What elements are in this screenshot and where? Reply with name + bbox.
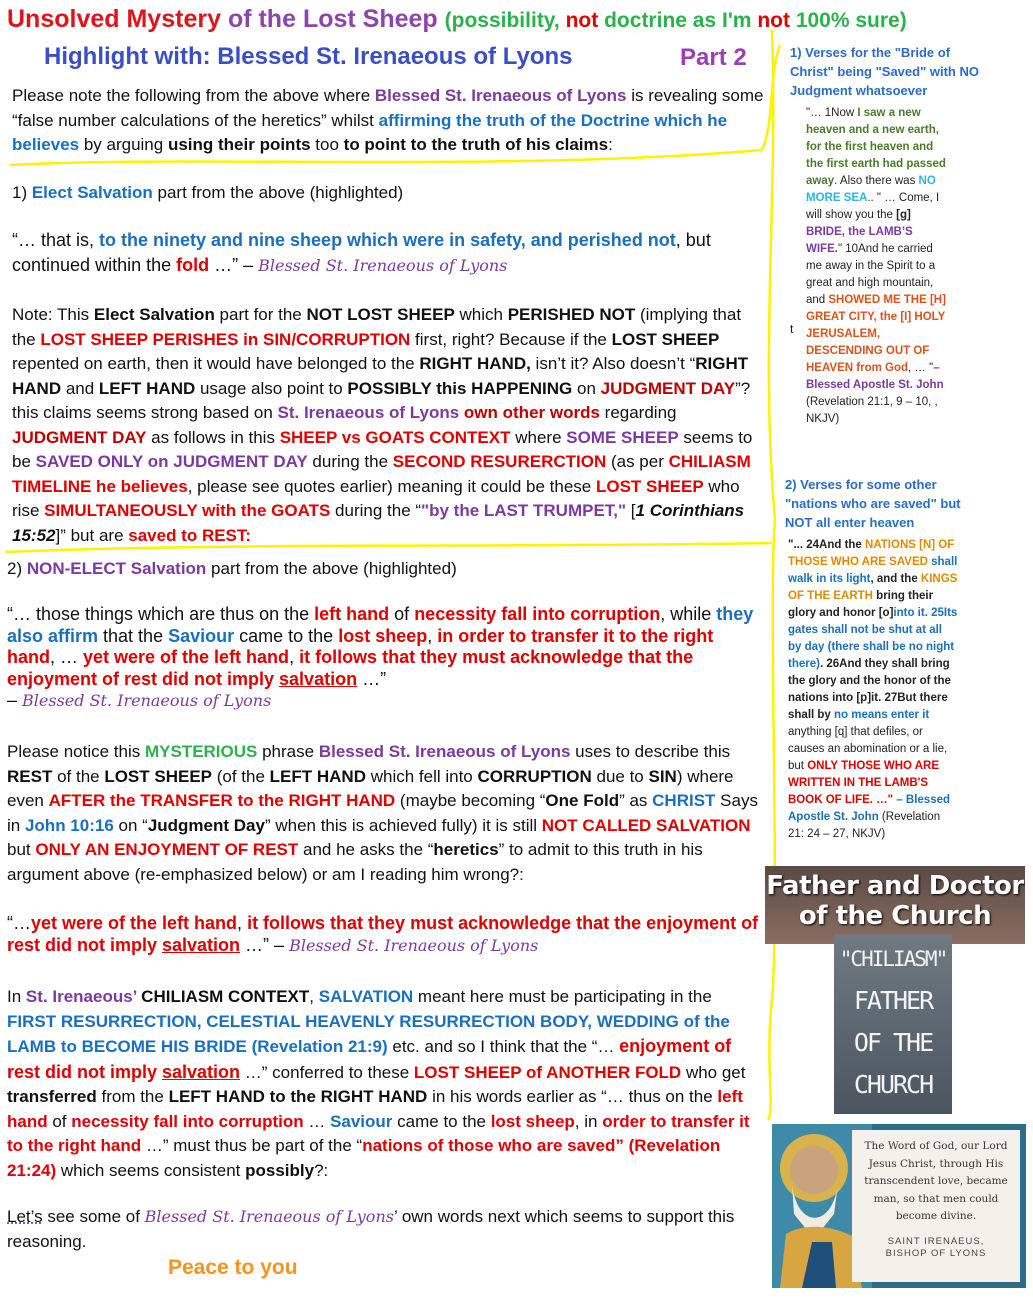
part-label: Part 2: [680, 44, 747, 71]
title-word: Unsolved: [7, 5, 120, 33]
doctor-banner: [765, 866, 1025, 944]
title-word: of the: [227, 5, 296, 33]
closing-paragraph: Let’s see some of Blessed St. Irenaeous of Lyons’ own words next which seems to support this reasoning.: [7, 1207, 735, 1251]
section-heading-non-elect: 2) NON-ELECT Salvation part from the above (highlighted): [7, 559, 457, 578]
bracket-line-top: [10, 150, 762, 165]
quote-reemphasized: “…yet were of the left hand, it follows that they must acknowledge that the enjoyment of rest did not imply salvation …” – Blessed St. Irenaeous of Lyons: [7, 913, 759, 955]
title-note: (possibility, not doctrine as I'm not 100% sure): [444, 9, 907, 32]
quote-elect: “… that is, to the ninety and nine sheep which were in safety, and perished not, but continued within the fold …” – Blessed St. Irenaeous of Lyons: [12, 230, 711, 275]
card-attribution: SAINT IRENAEUS, BISHOP OF LYONS: [885, 1235, 987, 1259]
title-word: Lost Sheep: [302, 5, 438, 33]
irenaeus-quote-card: [772, 1124, 1026, 1288]
doctor-banner-text: Father and Doctor of the Church: [766, 871, 1024, 931]
sidebar1-heading: 1) Verses for the "Bride of Christ" being "Saved" with NO Judgment whatsoever: [790, 45, 979, 98]
note-paragraph: Note: This Elect Salvation part for the NOT LOST SHEEP which PERISHED NOT (implying that the LOST SHEEP PERISHES in SIN/CORRUPTION first, right? Because if the LOST SHEEP repented on earth, then it would have belonged to the RIGHT HAND, isn’t it? Also doesn’t “RIGHT HAND and LEFT HAND usage also point to POSSIBLY this HAPPENING on JUDGMENT DAY”? this claims seems strong based on St. Irenaeous of Lyons own other words regarding JUDGMENT DAY as follows in this SHEEP vs GOATS CONTEXT where SOME SHEEP seems to be SAVED ONLY on JUDGMENT DAY during the SECOND RESURERCTION (as per CHILIASM TIMELINE he believes, please see quotes earlier) meaning it could be these LOST SHEEP who rise SIMULTANEOUSLY with the GOATS during the “"by the LAST TRUMPET," [1 Corinthians 15:52]” but are saved to REST:: [12, 305, 753, 545]
quote-panel: [852, 1130, 1020, 1282]
peace-greeting: Peace to you: [168, 1256, 298, 1279]
card-quote: The Word of God, our Lord Jesus Christ, through His transcendent love, became man, so that men could become divine.: [864, 1140, 1008, 1222]
subtitle: Highlight with: Blessed St. Irenaeous of Lyons: [44, 43, 573, 70]
chiliasm-banner-text: "CHILIASM" FATHER OF THE CHURCH: [839, 947, 947, 1099]
chiliasm-banner: [834, 934, 952, 1114]
mysterious-paragraph: Please notice this MYSTERIOUS phrase Blessed St. Irenaeous of Lyons uses to describe this REST of the LOST SHEEP (of the LEFT HAND which fell into CORRUPTION due to SIN) where even AFTER the TRANSFER to the RIGHT HAND (maybe becoming “One Fold” as CHRIST Says in John 10:16 on “Judgment Day” when this is achieved fully) it is still NOT CALLED SALVATION but ONLY AN ENJOYMENT OF REST and he asks the “heretics” to admit to this truth in his argument above (re-emphasized below) or am I reading him wrong?:: [7, 742, 758, 884]
quote-non-elect: “… those things which are thus on the left hand of necessity fall into corruption, while they also affirm that the Saviour came to the lost sheep, in order to transfer it to the right hand, … yet were of the left hand, it follows that they must acknowledge that the enjoyment of rest did not imply salvation …” – Blessed St. Irenaeous of Lyons: [7, 604, 754, 710]
intro-paragraph: Please note the following from the above where Blessed St. Irenaeous of Lyons is revealing some “false number calculations of the heretics” whilst affirming the truth of the Doctrine which he believes by arguing using their points too to point to the truth of his claims:: [12, 86, 764, 154]
sidebar2-heading: 2) Verses for some other "nations who are saved" but NOT all enter heaven: [785, 477, 961, 530]
sidebar2-verse: "... 24And the NATIONS [N] OF THOSE WHO ARE SAVED shall walk in its light, and the KINGS OF THE EARTH bring their glory and honor [o]into it. 25Its gates shall not be shut at all by day (there shall be no night there). 26And they shall bring the glory and the honor of the nations into [p]it. 27But there shall by no means enter it anything [q] that defiles, or causes an abomination or a lie, but ONLY THOSE WHO ARE WRITTEN IN THE LAMB'S BOOK OF LIFE. …" – Blessed Apostle St. John (Revelation 21: 24 – 27, NKJV): [788, 539, 958, 840]
bracket-line-right: [762, 30, 780, 1120]
section-heading-elect: 1) Elect Salvation part from the above (highlighted): [12, 183, 404, 202]
stray-letter: t: [790, 322, 794, 336]
chiliasm-paragraph: In St. Irenaeous’ CHILIASM CONTEXT, SALVATION meant here must be participating in the FIRST RESURRECTION, CELESTIAL HEAVENLY RESURRECTION BODY, WEDDING of the LAMB to BECOME HIS BRIDE (Revelation 21:9) etc. and so I think that the “… enjoyment of rest did not imply salvation …” conferred to these LOST SHEEP of ANOTHER FOLD who get transferred from the LEFT HAND to the RIGHT HAND in his words earlier as “… thus on the left hand of necessity fall into corruption … Saviour came to the lost sheep, in order to transfer it to the right hand …” must thus be part of the “nations of those who are saved” (Revelation 21:24) which seems consistent possibly?:: [7, 987, 750, 1180]
title-word: Mystery: [126, 5, 221, 33]
sidebar1-verse: "… 1Now I saw a new heaven and a new earth, for the first heaven and the first earth had passed away. Also there was NO MORE SEA.. " … Come, I will show you the [g] BRIDE, the LAMB’S WIFE." 10And he carried me away in the Spirit to a great and high mountain, and SHOWED ME THE [H] GREAT CITY, the [I] HOLY JERUSALEM, DESCENDING OUT OF HEAVEN from God, … "– Blessed Apostle St. John (Revelation 21:1, 9 – 10, , NKJV): [806, 107, 946, 425]
bracket-line-mid: [5, 543, 772, 552]
